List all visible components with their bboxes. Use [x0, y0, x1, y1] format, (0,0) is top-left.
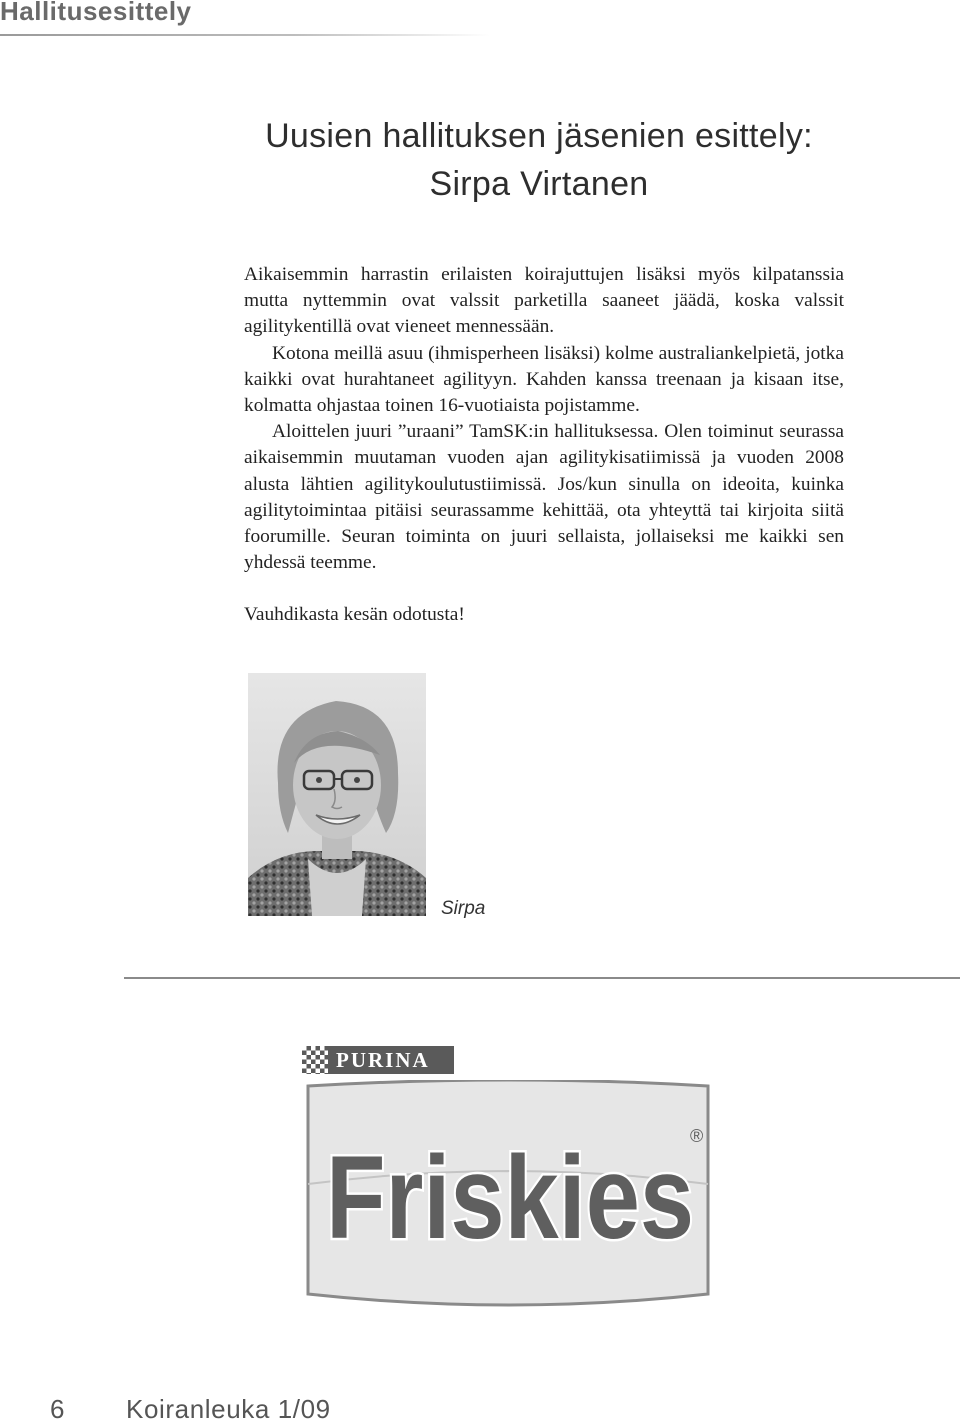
friskies-advertisement [300, 1040, 720, 1320]
article-title [230, 112, 848, 208]
paragraph-3: Aloittelen juuri ”uraani” TamSK:in hallituksessa. Olen toiminut seurassa aikaisemmin muutaman vuoden ajan agilitykisatiimissä ja vuoden 2008 alusta lähtien agilitykoulutustiimissä. Jos/kun sinulla on ideoita, kuinka agilitytoimintaa pitäisi seurassamme kehittää, ota yhteyttä tai kirjoita siitä foorumille. Seuran toiminta on juuri sellaista, jollaiseksi me kaikki sen yhdessä teemme. [244, 421, 844, 574]
photo-caption: Sirpa [441, 898, 486, 919]
section-label: Hallitusesittely [0, 0, 192, 26]
magazine-name: Koiranleuka 1/09 [126, 1394, 331, 1424]
header-rule [0, 34, 490, 36]
registered-mark: ® [690, 1126, 704, 1146]
article-body [244, 262, 844, 629]
portrait-illustration [248, 673, 426, 916]
portrait-photo [248, 673, 426, 916]
article-title-line-2: Sirpa Virtanen [429, 165, 649, 203]
checkerboard-icon [302, 1046, 330, 1074]
paragraph-2: Kotona meillä asuu (ihmisperheen lisäksi) kolme australiankelpietä, jotka kaikki ovat hurahtaneet agilityyn. Kahden kanssa treenaan ja kisaan itse, kolmatta ohjastaa toinen 16-vuotiaista pojistamme. [244, 342, 844, 417]
section-divider [124, 977, 960, 979]
purina-logo [302, 1046, 454, 1074]
purina-label: PURINA [336, 1047, 430, 1072]
closing-line: Vauhdikasta kesän odotusta! [244, 604, 465, 626]
paragraph-1: Aikaisemmin harrastin erilaisten koirajuttujen lisäksi myös kilpatanssia mutta nyttemmin ovat valssit parketilla saaneet jäädä, koska valssit agilitykentillä ovat vieneet mennessään. [244, 264, 844, 338]
friskies-brand-text: Friskies [326, 1132, 694, 1264]
friskies-logo [300, 1080, 720, 1320]
page-number: 6 [50, 1394, 65, 1424]
article-title-line-1: Uusien hallituksen jäsenien esittely: [265, 117, 813, 155]
